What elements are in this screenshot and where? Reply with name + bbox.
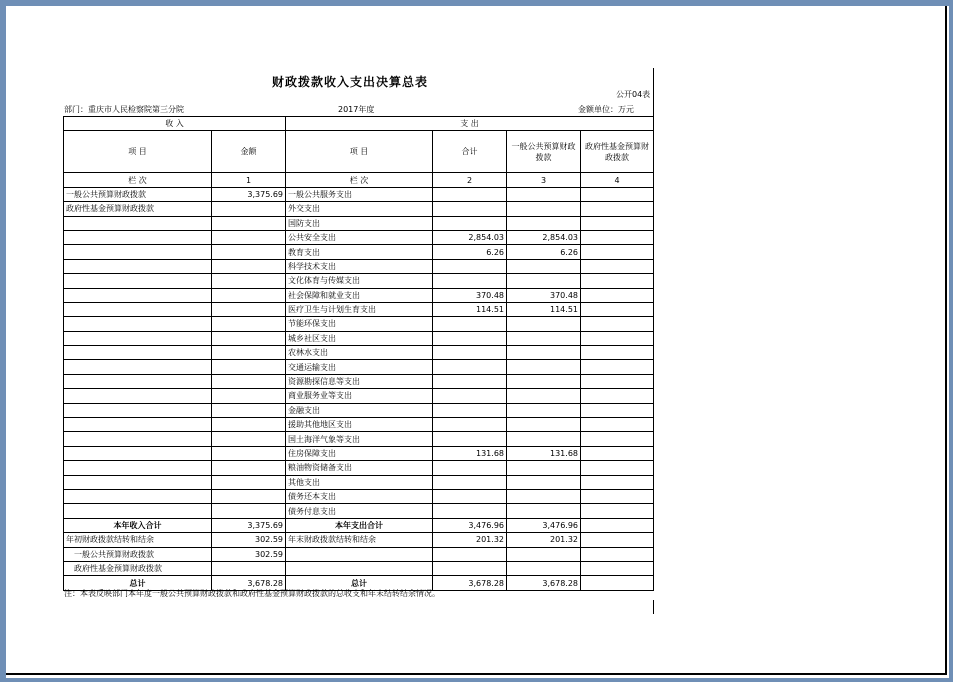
fund-budget-cell (581, 360, 654, 374)
page-edge-line-top (653, 68, 654, 116)
expense-item-cell: 粮油物资储备支出 (286, 461, 433, 475)
expense-total-header: 合计 (433, 131, 507, 173)
general-budget-cell (507, 403, 581, 417)
general-budget-cell (507, 259, 581, 273)
report-title: 财政拨款收入支出决算总表 (272, 75, 429, 89)
income-item-header: 项 目 (64, 131, 212, 173)
page-edge-line-bottom (653, 600, 654, 614)
income-amount-cell (212, 288, 286, 302)
expense-total-label: 本年支出合计 (286, 518, 433, 532)
table-row (64, 302, 654, 316)
expense-total-cell (433, 317, 507, 331)
header-row-sections (64, 117, 654, 131)
expense-item-cell: 文化体育与传媒支出 (286, 274, 433, 288)
grand-total-label-expense: 总计 (286, 576, 433, 590)
income-amount-cell (212, 403, 286, 417)
window-frame-right (949, 0, 953, 682)
carryover-row (64, 533, 654, 547)
expense-section-header: 支 出 (286, 117, 654, 131)
end-carryover-label: 年末财政拨款结转和结余 (286, 533, 433, 547)
expense-item-cell: 城乡社区支出 (286, 331, 433, 345)
income-item-cell (64, 360, 212, 374)
expense-item-cell: 住房保障支出 (286, 446, 433, 460)
general-budget-cell: 131.68 (507, 446, 581, 460)
table-row (64, 216, 654, 230)
expense-item-cell: 债务还本支出 (286, 489, 433, 503)
income-amount-cell (212, 418, 286, 432)
income-item-cell (64, 331, 212, 345)
fund-budget-cell (581, 302, 654, 316)
form-number: 公开04表 (616, 90, 651, 99)
general-budget-cell (507, 461, 581, 475)
income-amount-header: 金额 (212, 131, 286, 173)
income-item-cell (64, 230, 212, 244)
expense-total-cell (433, 331, 507, 345)
grand-total-income: 3,678.28 (212, 576, 286, 590)
income-amount-cell: 3,375.69 (212, 187, 286, 201)
income-amount-cell (212, 346, 286, 360)
table-row (64, 331, 654, 345)
table-row (64, 374, 654, 388)
general-budget-cell (507, 432, 581, 446)
end-carryover-fund (581, 533, 654, 547)
table-row (64, 403, 654, 417)
expense-total-value: 3,476.96 (433, 518, 507, 532)
table-row (64, 288, 654, 302)
department-label: 部门：重庆市人民检察院第三分院 (64, 105, 184, 114)
fund-budget-cell (581, 389, 654, 403)
grand-total-fund (581, 576, 654, 590)
end-carryover-total: 201.32 (433, 533, 507, 547)
table-row (64, 446, 654, 460)
table-row (64, 432, 654, 446)
header-row-columns (64, 131, 654, 173)
expense-total-cell (433, 274, 507, 288)
general-budget-cell (507, 475, 581, 489)
expense-total-cell (433, 346, 507, 360)
table-row (64, 360, 654, 374)
expense-item-cell: 外交支出 (286, 202, 433, 216)
expense-item-header: 项 目 (286, 131, 433, 173)
window-frame-bottom (0, 678, 953, 682)
fund-budget-cell (581, 230, 654, 244)
general-budget-cell: 2,854.03 (507, 230, 581, 244)
income-amount-cell (212, 230, 286, 244)
income-item-cell (64, 288, 212, 302)
expense-total-cell (433, 389, 507, 403)
income-total-value: 3,375.69 (212, 518, 286, 532)
fund-budget-cell (581, 274, 654, 288)
expense-item-cell: 资源勘探信息等支出 (286, 374, 433, 388)
income-amount-cell (212, 245, 286, 259)
column-number-row (64, 173, 654, 187)
income-item-cell (64, 216, 212, 230)
income-amount-cell (212, 389, 286, 403)
expense-item-cell: 国防支出 (286, 216, 433, 230)
expense-total-cell (433, 461, 507, 475)
expense-total-cell (433, 489, 507, 503)
expense-item-cell: 科学技术支出 (286, 259, 433, 273)
fund-budget-cell (581, 461, 654, 475)
income-amount-cell (212, 302, 286, 316)
col-number-3: 3 (507, 173, 581, 187)
fund-budget-cell (581, 475, 654, 489)
amount-unit: 金额单位：万元 (578, 105, 634, 114)
expense-total-fund (581, 518, 654, 532)
table-row (64, 346, 654, 360)
income-amount-cell (212, 446, 286, 460)
income-item-cell (64, 489, 212, 503)
expense-total-cell (433, 216, 507, 230)
income-amount-cell (212, 202, 286, 216)
income-amount-cell (212, 331, 286, 345)
income-amount-cell (212, 475, 286, 489)
expense-total-cell: 114.51 (433, 302, 507, 316)
col-label-income: 栏 次 (64, 173, 212, 187)
col-number-2: 2 (433, 173, 507, 187)
table-footnote: 注：本表反映部门本年度一般公共预算财政拨款和政府性基金预算财政拨款的总收支和年末结转结余情况。 (64, 589, 440, 598)
expense-item-cell: 援助其他地区支出 (286, 418, 433, 432)
income-item-cell (64, 418, 212, 432)
income-amount-cell (212, 432, 286, 446)
fund-budget-cell (581, 446, 654, 460)
table-row (64, 202, 654, 216)
fund-budget-cell (581, 317, 654, 331)
expense-total-cell (433, 202, 507, 216)
expense-item-cell: 债务付息支出 (286, 504, 433, 518)
year-total-row (64, 518, 654, 532)
expense-total-cell (433, 418, 507, 432)
general-budget-cell: 114.51 (507, 302, 581, 316)
fund-budget-cell (581, 346, 654, 360)
expense-item-cell: 商业服务业等支出 (286, 389, 433, 403)
expense-total-cell (433, 504, 507, 518)
income-item-cell (64, 475, 212, 489)
expense-item-cell: 金融支出 (286, 403, 433, 417)
income-item-cell (64, 389, 212, 403)
table-row (64, 230, 654, 244)
fund-budget-cell (581, 288, 654, 302)
general-budget-cell (507, 418, 581, 432)
expense-item-cell: 社会保障和就业支出 (286, 288, 433, 302)
income-amount-cell (212, 374, 286, 388)
fund-budget-cell (581, 403, 654, 417)
table-row (64, 461, 654, 475)
income-item-cell (64, 432, 212, 446)
expense-total-cell (433, 374, 507, 388)
income-item-cell (64, 461, 212, 475)
table-row (64, 317, 654, 331)
fund-budget-header: 政府性基金预算财政拨款 (581, 131, 654, 173)
income-item-cell (64, 403, 212, 417)
table-row (64, 418, 654, 432)
general-budget-cell (507, 317, 581, 331)
fund-budget-cell (581, 331, 654, 345)
fund-budget-cell (581, 187, 654, 201)
general-budget-cell (507, 346, 581, 360)
expense-item-cell: 教育支出 (286, 245, 433, 259)
grand-total-label-income: 总计 (64, 576, 212, 590)
end-carryover-general: 201.32 (507, 533, 581, 547)
fund-budget-cell (581, 245, 654, 259)
income-item-cell (64, 346, 212, 360)
expense-total-cell: 2,854.03 (433, 230, 507, 244)
income-item-cell (64, 504, 212, 518)
fund-budget-cell (581, 374, 654, 388)
general-budget-cell (507, 374, 581, 388)
begin-general-value: 302.59 (212, 547, 286, 561)
table-row (64, 245, 654, 259)
income-item-cell: 一般公共预算财政拨款 (64, 187, 212, 201)
income-amount-cell (212, 317, 286, 331)
begin-carryover-value: 302.59 (212, 533, 286, 547)
fund-budget-cell (581, 504, 654, 518)
general-budget-cell: 6.26 (507, 245, 581, 259)
income-item-cell (64, 446, 212, 460)
general-budget-cell (507, 360, 581, 374)
expense-item-cell: 国土海洋气象等支出 (286, 432, 433, 446)
fund-budget-cell (581, 259, 654, 273)
income-item-cell (64, 245, 212, 259)
fund-budget-cell (581, 489, 654, 503)
income-item-cell (64, 302, 212, 316)
general-budget-cell (507, 216, 581, 230)
fund-budget-cell (581, 432, 654, 446)
table-row (64, 389, 654, 403)
table-row (64, 504, 654, 518)
income-amount-cell (212, 259, 286, 273)
begin-fund-label: 政府性基金预算财政拨款 (64, 561, 212, 575)
expense-total-cell: 131.68 (433, 446, 507, 460)
budget-summary-table (63, 116, 654, 591)
income-amount-cell (212, 216, 286, 230)
col-number-1: 1 (212, 173, 286, 187)
expense-total-cell (433, 187, 507, 201)
table-row (64, 489, 654, 503)
income-amount-cell (212, 461, 286, 475)
table-row (64, 259, 654, 273)
grand-total-expense: 3,678.28 (433, 576, 507, 590)
general-budget-cell (507, 504, 581, 518)
begin-carryover-label: 年初财政拨款结转和结余 (64, 533, 212, 547)
income-total-label: 本年收入合计 (64, 518, 212, 532)
begin-general-label: 一般公共预算财政拨款 (64, 547, 212, 561)
expense-item-cell: 农林水支出 (286, 346, 433, 360)
expense-total-cell: 6.26 (433, 245, 507, 259)
expense-total-cell (433, 259, 507, 273)
general-budget-cell: 370.48 (507, 288, 581, 302)
expense-total-cell (433, 475, 507, 489)
table-row (64, 274, 654, 288)
income-section-header: 收 入 (64, 117, 286, 131)
income-item-cell: 政府性基金预算财政拨款 (64, 202, 212, 216)
grand-total-general: 3,678.28 (507, 576, 581, 590)
general-budget-cell (507, 187, 581, 201)
expense-item-cell: 医疗卫生与计划生育支出 (286, 302, 433, 316)
table-row (64, 187, 654, 201)
general-budget-cell (507, 389, 581, 403)
expense-item-cell: 节能环保支出 (286, 317, 433, 331)
begin-general-row (64, 547, 654, 561)
income-amount-cell (212, 504, 286, 518)
income-item-cell (64, 374, 212, 388)
general-budget-cell (507, 331, 581, 345)
table-row (64, 475, 654, 489)
general-budget-cell (507, 274, 581, 288)
expense-item-cell: 交通运输支出 (286, 360, 433, 374)
income-item-cell (64, 259, 212, 273)
expense-total-cell (433, 403, 507, 417)
general-budget-cell (507, 489, 581, 503)
general-budget-header: 一般公共预算财政拨款 (507, 131, 581, 173)
expense-total-cell (433, 360, 507, 374)
income-amount-cell (212, 274, 286, 288)
fiscal-year: 2017年度 (338, 105, 375, 114)
income-amount-cell (212, 489, 286, 503)
income-item-cell (64, 274, 212, 288)
expense-total-general: 3,476.96 (507, 518, 581, 532)
fund-budget-cell (581, 216, 654, 230)
expense-total-cell: 370.48 (433, 288, 507, 302)
income-item-cell (64, 317, 212, 331)
expense-item-cell: 一般公共服务支出 (286, 187, 433, 201)
income-amount-cell (212, 360, 286, 374)
col-label-expense: 栏 次 (286, 173, 433, 187)
expense-total-cell (433, 432, 507, 446)
expense-item-cell: 其他支出 (286, 475, 433, 489)
fund-budget-cell (581, 202, 654, 216)
expense-item-cell: 公共安全支出 (286, 230, 433, 244)
col-number-4: 4 (581, 173, 654, 187)
begin-fund-row (64, 561, 654, 575)
general-budget-cell (507, 202, 581, 216)
fund-budget-cell (581, 418, 654, 432)
